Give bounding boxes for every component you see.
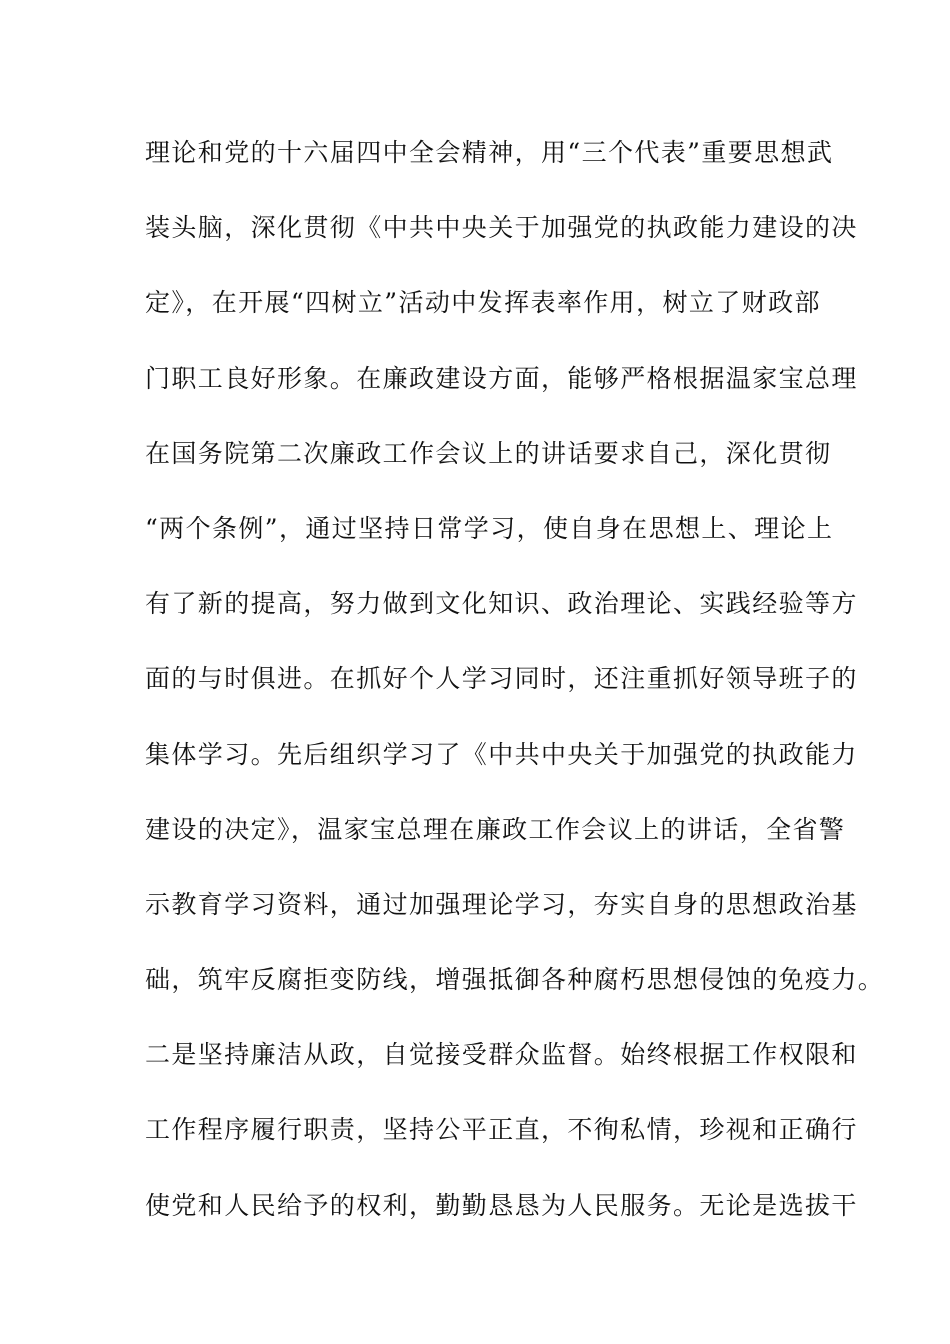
text-line: 建设的决定》，温家宝总理在廉政工作会议上的讲话，全省警 [145, 814, 846, 844]
body-text [145, 133, 885, 1261]
text-line: 定》，在开展“四树立”活动中发挥表率作用，树立了财政部 [145, 288, 821, 318]
text-line: 在国务院第二次廉政工作会议上的讲话要求自己，深化贯彻 [145, 438, 832, 468]
text-line: “两个条例”，通过坚持日常学习，使自身在思想上、理论上 [145, 513, 834, 543]
text-line: 装头脑，深化贯彻《中共中央关于加强党的执政能力建设的决 [145, 213, 858, 243]
text-line: 集体学习。先后组织学习了《中共中央关于加强党的执政能力 [145, 739, 858, 769]
text-line: 理论和党的十六届四中全会精神，用“三个代表”重要思想武 [145, 138, 834, 167]
text-line: 示教育学习资料，通过加强理论学习，夯实自身的思想政治基 [145, 889, 858, 919]
text-line: 面的与时俱进。在抓好个人学习同时，还注重抓好领导班子的 [145, 664, 858, 694]
text-line: 工作程序履行职责，坚持公平正直，不徇私情，珍视和正确行 [145, 1115, 858, 1145]
text-line: 础，筑牢反腐拒变防线，增强抵御各种腐朽思想侵蚀的免疫力。 [145, 965, 885, 995]
text-line: 有了新的提高，努力做到文化知识、政治理论、实践经验等方 [145, 589, 858, 619]
text-line: 使党和人民给予的权利，勤勤恳恳为人民服务。无论是选拔干 [145, 1190, 858, 1220]
text-line: 二是坚持廉洁从政，自觉接受群众监督。始终根据工作权限和 [145, 1040, 858, 1070]
text-line: 门职工良好形象。在廉政建设方面，能够严格根据温家宝总理 [145, 363, 858, 393]
